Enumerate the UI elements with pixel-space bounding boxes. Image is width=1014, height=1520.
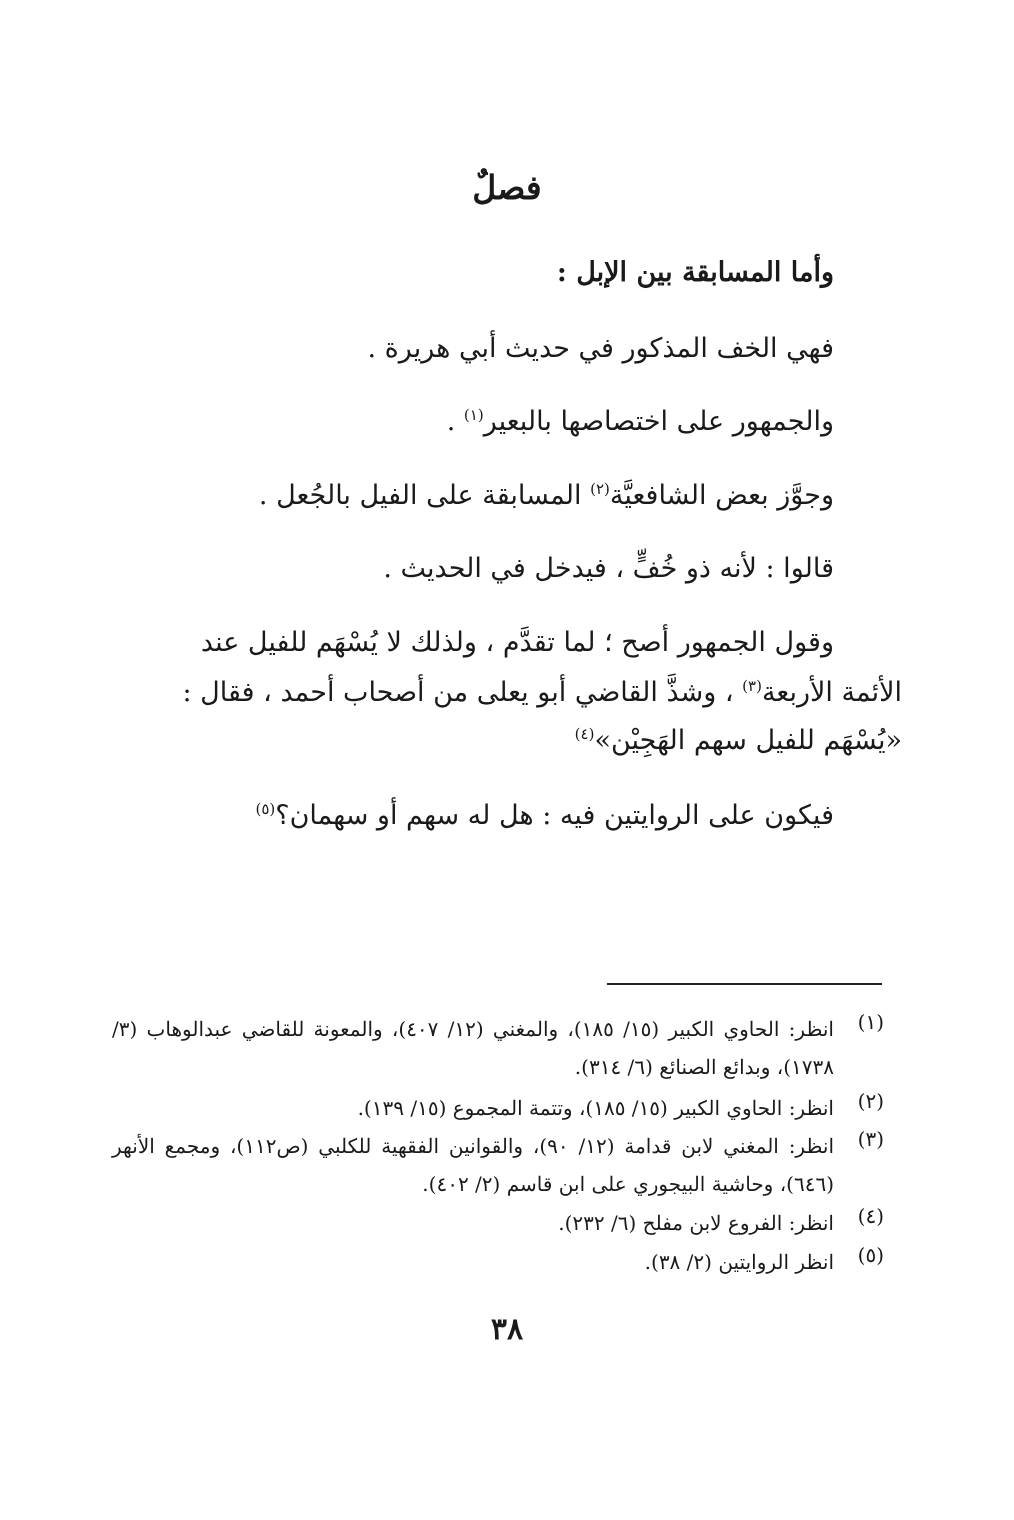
heading-line: وأما المسابقة بين الإبل : (556, 257, 834, 288)
text-line-last-body: فيكون على الروايتين فيه : هل له سهم أو سهمان؟ (275, 800, 834, 831)
paragraph-line-2 (183, 677, 903, 708)
paragraph-line-1: وقول الجمهور أصح ؛ لما تقدَّم ، ولذلك لا يُسْهَم للفيل عند (200, 627, 834, 658)
text-line-2-end: . (446, 406, 464, 437)
footnote-ref-2[interactable]: (٢) (590, 480, 610, 498)
footnote-number: (١) (857, 1010, 884, 1034)
footnote-ref-3[interactable]: (٣) (742, 677, 762, 695)
text-line-3 (259, 480, 834, 511)
footnote-text: انظر: الفروع لابن مفلح (٦/ ٢٣٢). (558, 1211, 834, 1235)
text-line-2-body: والجمهور على اختصاصها بالبعير (483, 406, 834, 437)
paragraph-line-3 (575, 725, 902, 756)
footnote-text: انظر الروايتين (٢/ ٣٨). (644, 1250, 834, 1274)
footnote-ref-5[interactable]: (٥) (255, 800, 276, 818)
footnote-text: انظر: الحاوي الكبير (١٥/ ١٨٥)، والمغني (١٢/ ٤٠٧)، والمعونة للقاضي عبدالوهاب (٣/ ١٧٣٨)، وبدائع الصنائع (٦/ ٣١٤). (112, 1017, 834, 1079)
footnote-4 (112, 1204, 884, 1242)
text-line-3-end: المسابقة على الفيل بالجُعل . (258, 480, 591, 511)
footnote-ref-4[interactable]: (٤) (574, 725, 595, 743)
footnote-2 (112, 1089, 884, 1127)
text-line-3-body: وجوَّز بعض الشافعيَّة (609, 480, 834, 511)
footnote-number: (٥) (857, 1243, 884, 1267)
footnote-text: انظر: الحاوي الكبير (١٥/ ١٨٥)، وتتمة المجموع (١٥/ ١٣٩). (357, 1096, 834, 1120)
footnote-3 (112, 1127, 884, 1203)
paragraph-line-2-end: ، وشذَّ القاضي أبو يعلى من أصحاب أحمد ، فقال : (182, 677, 743, 708)
section-title: فصلٌ (472, 168, 542, 207)
text-line-1: فهي الخف المذكور في حديث أبي هريرة . (367, 333, 834, 364)
footnote-separator (607, 983, 882, 985)
footnote-1 (112, 1010, 884, 1086)
page-number: ٣٨ (490, 1312, 524, 1347)
text-line-4: قالوا : لأنه ذو خُفٍّ ، فيدخل في الحديث . (383, 553, 834, 584)
quote-text: «يُسْهَم للفيل سهم الهَجِيْن» (594, 725, 902, 756)
text-line-2 (447, 406, 834, 437)
footnote-text: انظر: المغني لابن قدامة (١٢/ ٩٠)، والقوانين الفقهية للكلبي (ص١١٢)، ومجمع الأنهر (٦٤٦)، وحاشية البيجوري على ابن قاسم (٢/ ٤٠٢). (112, 1134, 835, 1196)
footnote-5 (112, 1243, 884, 1281)
footnote-number: (٤) (857, 1204, 884, 1228)
text-line-last (255, 800, 834, 831)
paragraph-line-2-body: الأئمة الأربعة (761, 677, 902, 708)
footnote-ref-1[interactable]: (١) (463, 406, 484, 424)
footnote-number: (٣) (857, 1127, 884, 1151)
footnote-number: (٢) (857, 1089, 884, 1113)
